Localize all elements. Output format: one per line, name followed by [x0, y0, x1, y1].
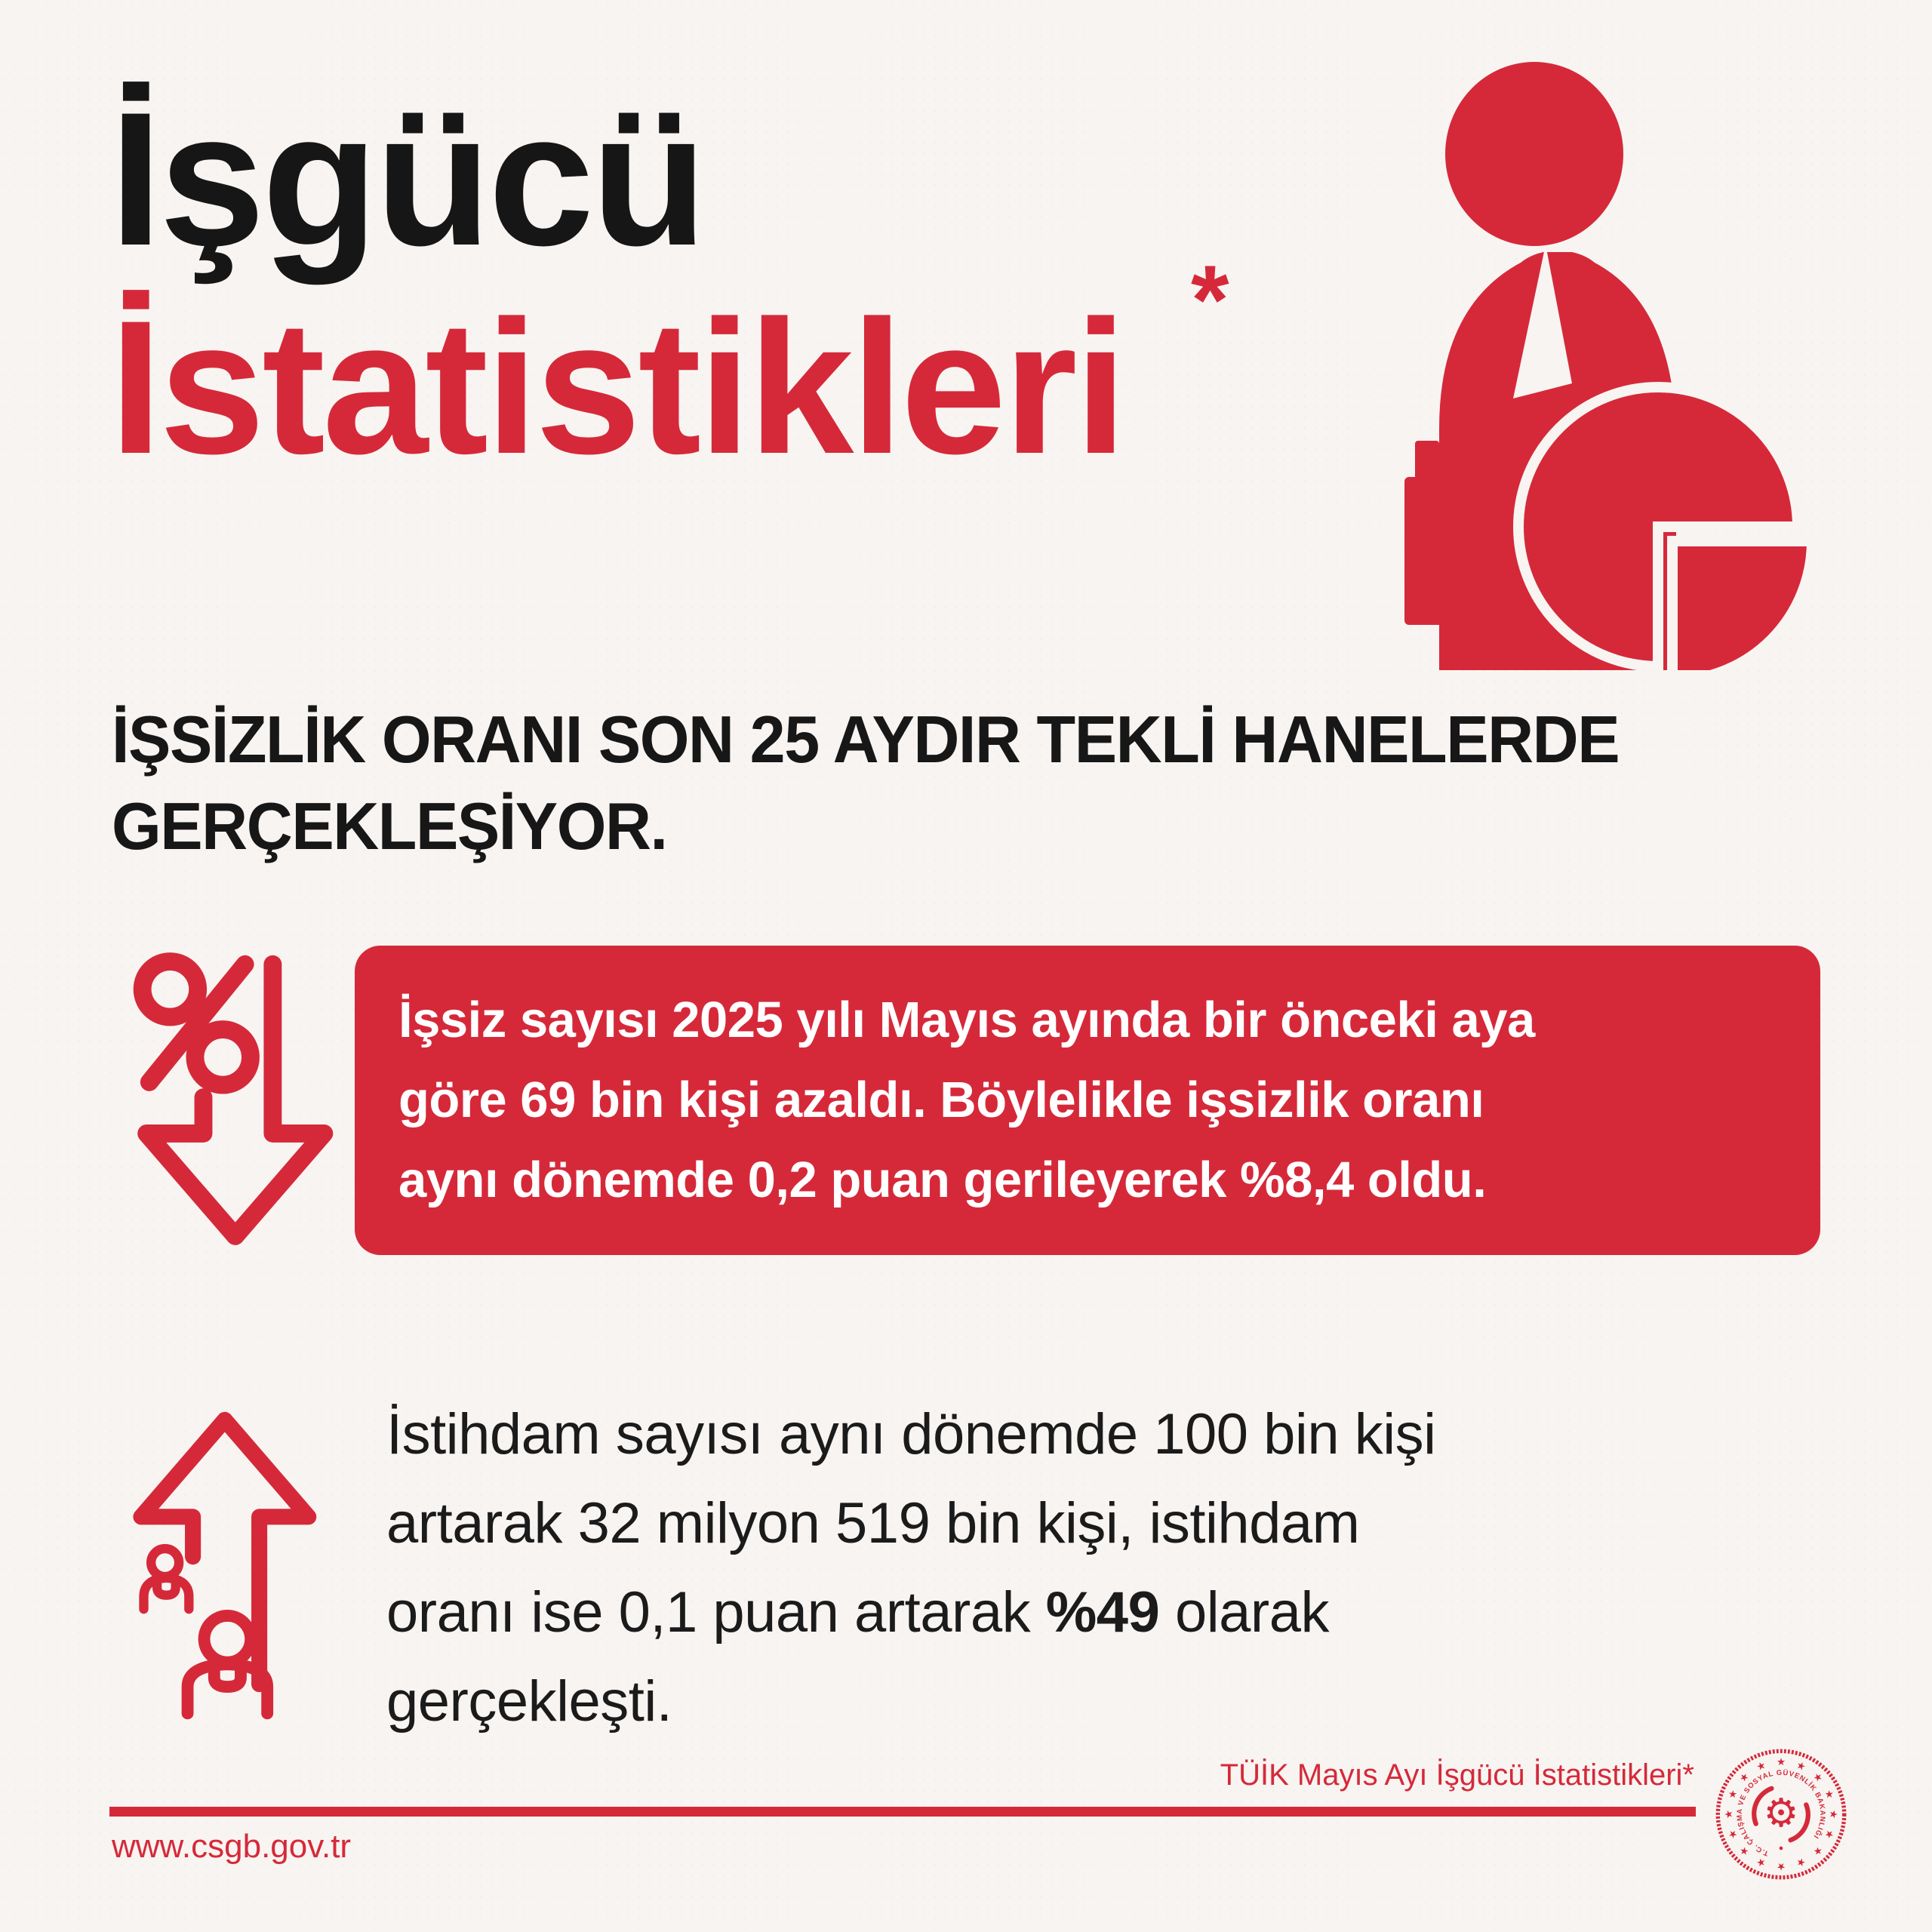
gear-icon: ⚙: [1763, 1791, 1799, 1837]
svg-text:★: ★: [1755, 1854, 1768, 1870]
person-small: [143, 1549, 189, 1609]
percent-down-arrow-icon: [112, 945, 355, 1278]
down-arrow-outline: [146, 964, 324, 1236]
website-text: www.csgb.gov.tr: [112, 1828, 352, 1865]
source-note: TÜİK Mayıs Ayı İşgücü İstatistikleri*: [1220, 1758, 1694, 1792]
unemployment-callout-text: İşsiz sayısı 2025 yılı Mayıs ayında bir önceki aya göre 69 bin kişi azaldı. Böylelikle işsizlik oranı aynı dönemde 0,2 puan gerileyerek %8,4 oldu.: [398, 992, 1535, 1208]
seal-curved-text: T.C. ÇALIŞMA VE SOSYAL GÜVENLİK BAKANLIĞI: [1735, 1768, 1827, 1858]
briefcase-body: [1404, 477, 1453, 625]
employment-line4: gerçekleşti.: [386, 1669, 672, 1734]
up-arrow-people-icon: [113, 1383, 379, 1760]
title-asterisk: *: [1191, 245, 1229, 355]
title-line2: İstatistikleri: [109, 281, 1124, 494]
person-pie-chart-icon: [1392, 57, 1845, 670]
page-title: [109, 75, 1124, 492]
employment-text: [386, 1390, 1435, 1746]
svg-text:★: ★: [1725, 1827, 1741, 1841]
svg-text:★: ★: [1725, 1788, 1741, 1801]
svg-text:★: ★: [1723, 1809, 1736, 1820]
ministry-seal-logo: [1713, 1746, 1849, 1882]
svg-text:★: ★: [1776, 1860, 1786, 1872]
briefcase-top: [1415, 441, 1439, 483]
svg-text:★: ★: [1794, 1854, 1807, 1870]
svg-text:★: ★: [1810, 1843, 1826, 1859]
title-line1: İşgücü: [109, 73, 705, 285]
employment-line3-suffix: olarak: [1159, 1580, 1329, 1644]
svg-text:★: ★: [1755, 1758, 1768, 1774]
svg-text:★: ★: [1737, 1843, 1752, 1859]
headline: İŞSİZLİK ORANI SON 25 AYDIR TEKLİ HANELERDE GERÇEKLEŞİYOR.: [112, 702, 1620, 863]
percent-circle-bottom: [195, 1029, 251, 1085]
employment-line3-prefix: oranı ise 0,1 puan artarak: [386, 1580, 1046, 1644]
svg-text:★: ★: [1826, 1809, 1839, 1820]
svg-text:★: ★: [1794, 1758, 1807, 1774]
employment-lines-1-2: İstihdam sayısı aynı dönemde 100 bin kişi artarak 32 milyon 519 bin kişi, istihdam: [386, 1402, 1436, 1555]
person-head: [1445, 62, 1623, 246]
person-large: [188, 1616, 268, 1713]
seal-center-emblem: [1754, 1789, 1808, 1850]
pie-wedge: [1672, 541, 1812, 670]
employment-rate-bold: %49: [1045, 1580, 1160, 1644]
seal-bottom-dot: [1780, 1847, 1783, 1850]
svg-text:★: ★: [1737, 1770, 1752, 1786]
unemployment-callout-box: [355, 946, 1820, 1255]
svg-text:★: ★: [1776, 1756, 1786, 1769]
svg-text:★: ★: [1821, 1827, 1837, 1841]
footer-divider: [109, 1807, 1696, 1817]
svg-text:★: ★: [1810, 1770, 1826, 1786]
percent-circle-top: [143, 961, 198, 1017]
svg-text:★: ★: [1821, 1788, 1837, 1801]
